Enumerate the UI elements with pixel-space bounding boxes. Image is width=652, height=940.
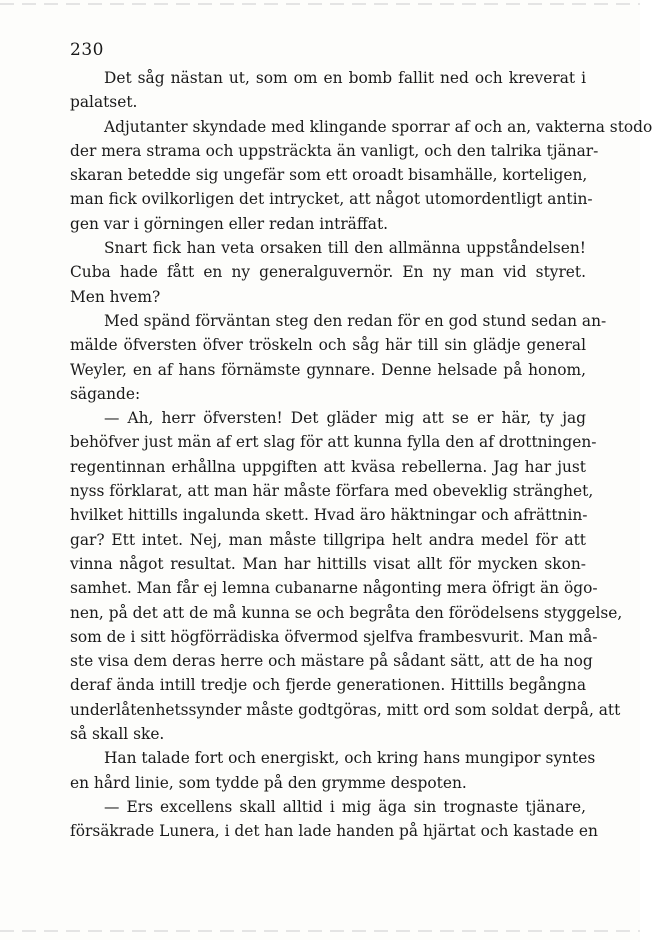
- text-line: underlåtenhetssynder måste godtgöras, mitt ord som soldat derpå, att: [70, 700, 621, 719]
- text-line: deraf ända intill tredje och fjerde generationen. Hittills begångna: [70, 676, 586, 695]
- text-line: Det såg nästan ut, som om en bomb fallit ned och kreverat i: [104, 69, 586, 87]
- text-line: vinna något resultat. Man har hittills visat allt för mycken skon-: [70, 554, 586, 573]
- page-number: 230: [70, 40, 104, 60]
- text-line: hvilket hittills ingalunda skett. Hvad äro häktningar och afrättnin-: [70, 506, 588, 525]
- text-line: Cuba hade fått en ny generalguvernör. En ny man vid styret.: [70, 263, 586, 282]
- text-line: samhet. Man får ej lemna cubanarne någonting mera öfrigt än ögo-: [70, 579, 598, 598]
- text-line: der mera strama och uppsträckta än vanligt, och den talrika tjänar-: [70, 141, 599, 160]
- text-line: som de i sitt högförrädiska öfvermod sjelfva frambesvurit. Man må-: [70, 627, 598, 646]
- text-line: Adjutanter skyndade med klingande sporrar af och an, vakterna stodo: [104, 117, 652, 136]
- text-line: Med spänd förväntan steg den redan för en god stund sedan an-: [104, 311, 607, 330]
- text-line: Han talade fort och energiskt, och kring hans mungipor syntes: [104, 749, 596, 768]
- text-line: — Ah, herr öfversten! Det gläder mig att se er här, ty jag: [104, 409, 586, 428]
- text-line: behöfver just män af ert slag för att kunna fylla den af drottningen-: [70, 433, 597, 452]
- scan-edge-top: [0, 3, 640, 5]
- text-line: ste visa dem deras herre och mästare på sådant sätt, att de ha nog: [70, 652, 593, 671]
- text-line: sägande:: [70, 384, 141, 403]
- text-line: palatset.: [70, 93, 138, 112]
- text-line: skaran betedde sig ungefär som ett oroadt bisamhälle, korteligen,: [70, 166, 588, 185]
- text-line: man fick ovilkorligen det intrycket, att något utomordentligt antin-: [70, 190, 593, 209]
- text-line: Men hvem?: [70, 287, 161, 306]
- text-line: gen var i görningen eller redan inträffat.: [70, 214, 389, 233]
- body-text: [70, 66, 652, 844]
- text-line: gar? Ett intet. Nej, man måste tillgripa helt andra medel för att: [70, 530, 586, 549]
- text-line: Snart fick han veta orsaken till den allmänna uppståndelsen!: [104, 239, 586, 258]
- text-line: Weyler, en af hans förnämste gynnare. Denne helsade på honom,: [70, 360, 586, 379]
- text-line: mälde öfversten öfver tröskeln och såg här till sin glädje general: [70, 336, 586, 355]
- text-line: — Ers excellens skall alltid i mig äga sin trognaste tjänare,: [104, 797, 586, 816]
- text-line: försäkrade Lunera, i det han lade handen på hjärtat och kastade en: [70, 822, 598, 841]
- text-line: regentinnan erhållna uppgiften att kväsa rebellerna. Jag har just: [70, 457, 586, 476]
- text-line: en hård linie, som tydde på den grymme despoten.: [70, 773, 467, 792]
- text-line: nyss förklarat, att man här måste förfara med obeveklig stränghet,: [70, 482, 594, 501]
- text-line: nen, på det att de må kunna se och begråta den förödelsens styggelse,: [70, 603, 623, 622]
- text-line: så skall ske.: [70, 725, 165, 744]
- scan-edge-bottom: [0, 930, 640, 932]
